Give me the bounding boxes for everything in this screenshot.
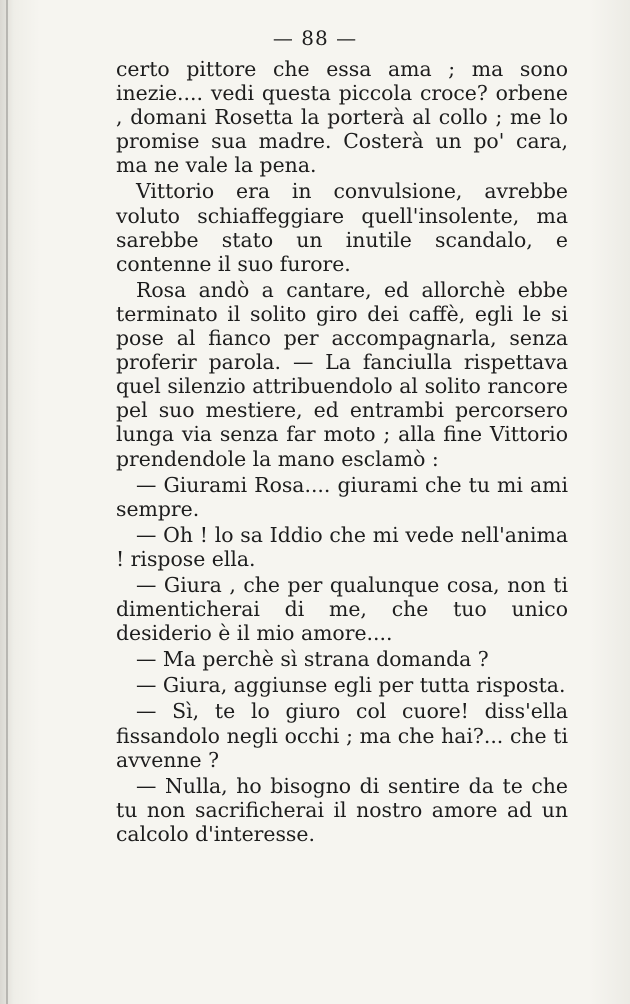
dialogue-line: — Nulla, ho bisogno di sentire da te che tu non sacrificherai il nostro amore ad un calcolo d'interesse. [116, 773, 568, 846]
page-number: — 88 — [272, 26, 358, 50]
page-binding-edge [6, 0, 8, 1004]
dialogue-line: — Ma perchè sì strana domanda ? [136, 647, 489, 672]
paragraph: certo pittore che essa ama ; ma sono inezie.... vedi questa piccola croce? orbene , domani Rosetta la porterà al collo ; me lo promise sua madre. Costerà un po' cara, ma ne vale la pena. [116, 57, 568, 178]
dialogue-line: — Giura, aggiunse egli per tutta risposta. [136, 673, 566, 698]
paragraph: Vittorio era in convulsione, avrebbe voluto schiaffeggiare quell'insolente, ma sarebbe stato un inutile scandalo, e contenne il suo furore. [116, 179, 568, 276]
dialogue-line: — Giura , che per qualunque cosa, non ti dimenticherai di me, che tuo unico desiderio è il mio amore.... [116, 572, 568, 646]
dialogue-line: — Giurami Rosa.... giurami che tu mi ami sempre. [116, 472, 568, 521]
dialogue-line: — Sì, te lo giuro col cuore! diss'ella fissandolo negli occhi ; ma che hai?... che ti avvenne ? [116, 699, 568, 772]
paragraph: Rosa andò a cantare, ed allorchè ebbe terminato il solito giro dei caffè, egli le si pose al fianco per accompagnarla, senza proferir parola. — La fanciulla rispettava quel silenzio attribuendolo al solito rancore pel suo mestiere, ed entrambi percorsero lunga via senza far moto ; alla fine Vittorio prendendole la mano esclamò : [116, 277, 568, 471]
dialogue-line: — Oh ! lo sa Iddio che mi vede nell'anima ! rispose ella. [116, 522, 568, 571]
body-text [116, 57, 568, 846]
